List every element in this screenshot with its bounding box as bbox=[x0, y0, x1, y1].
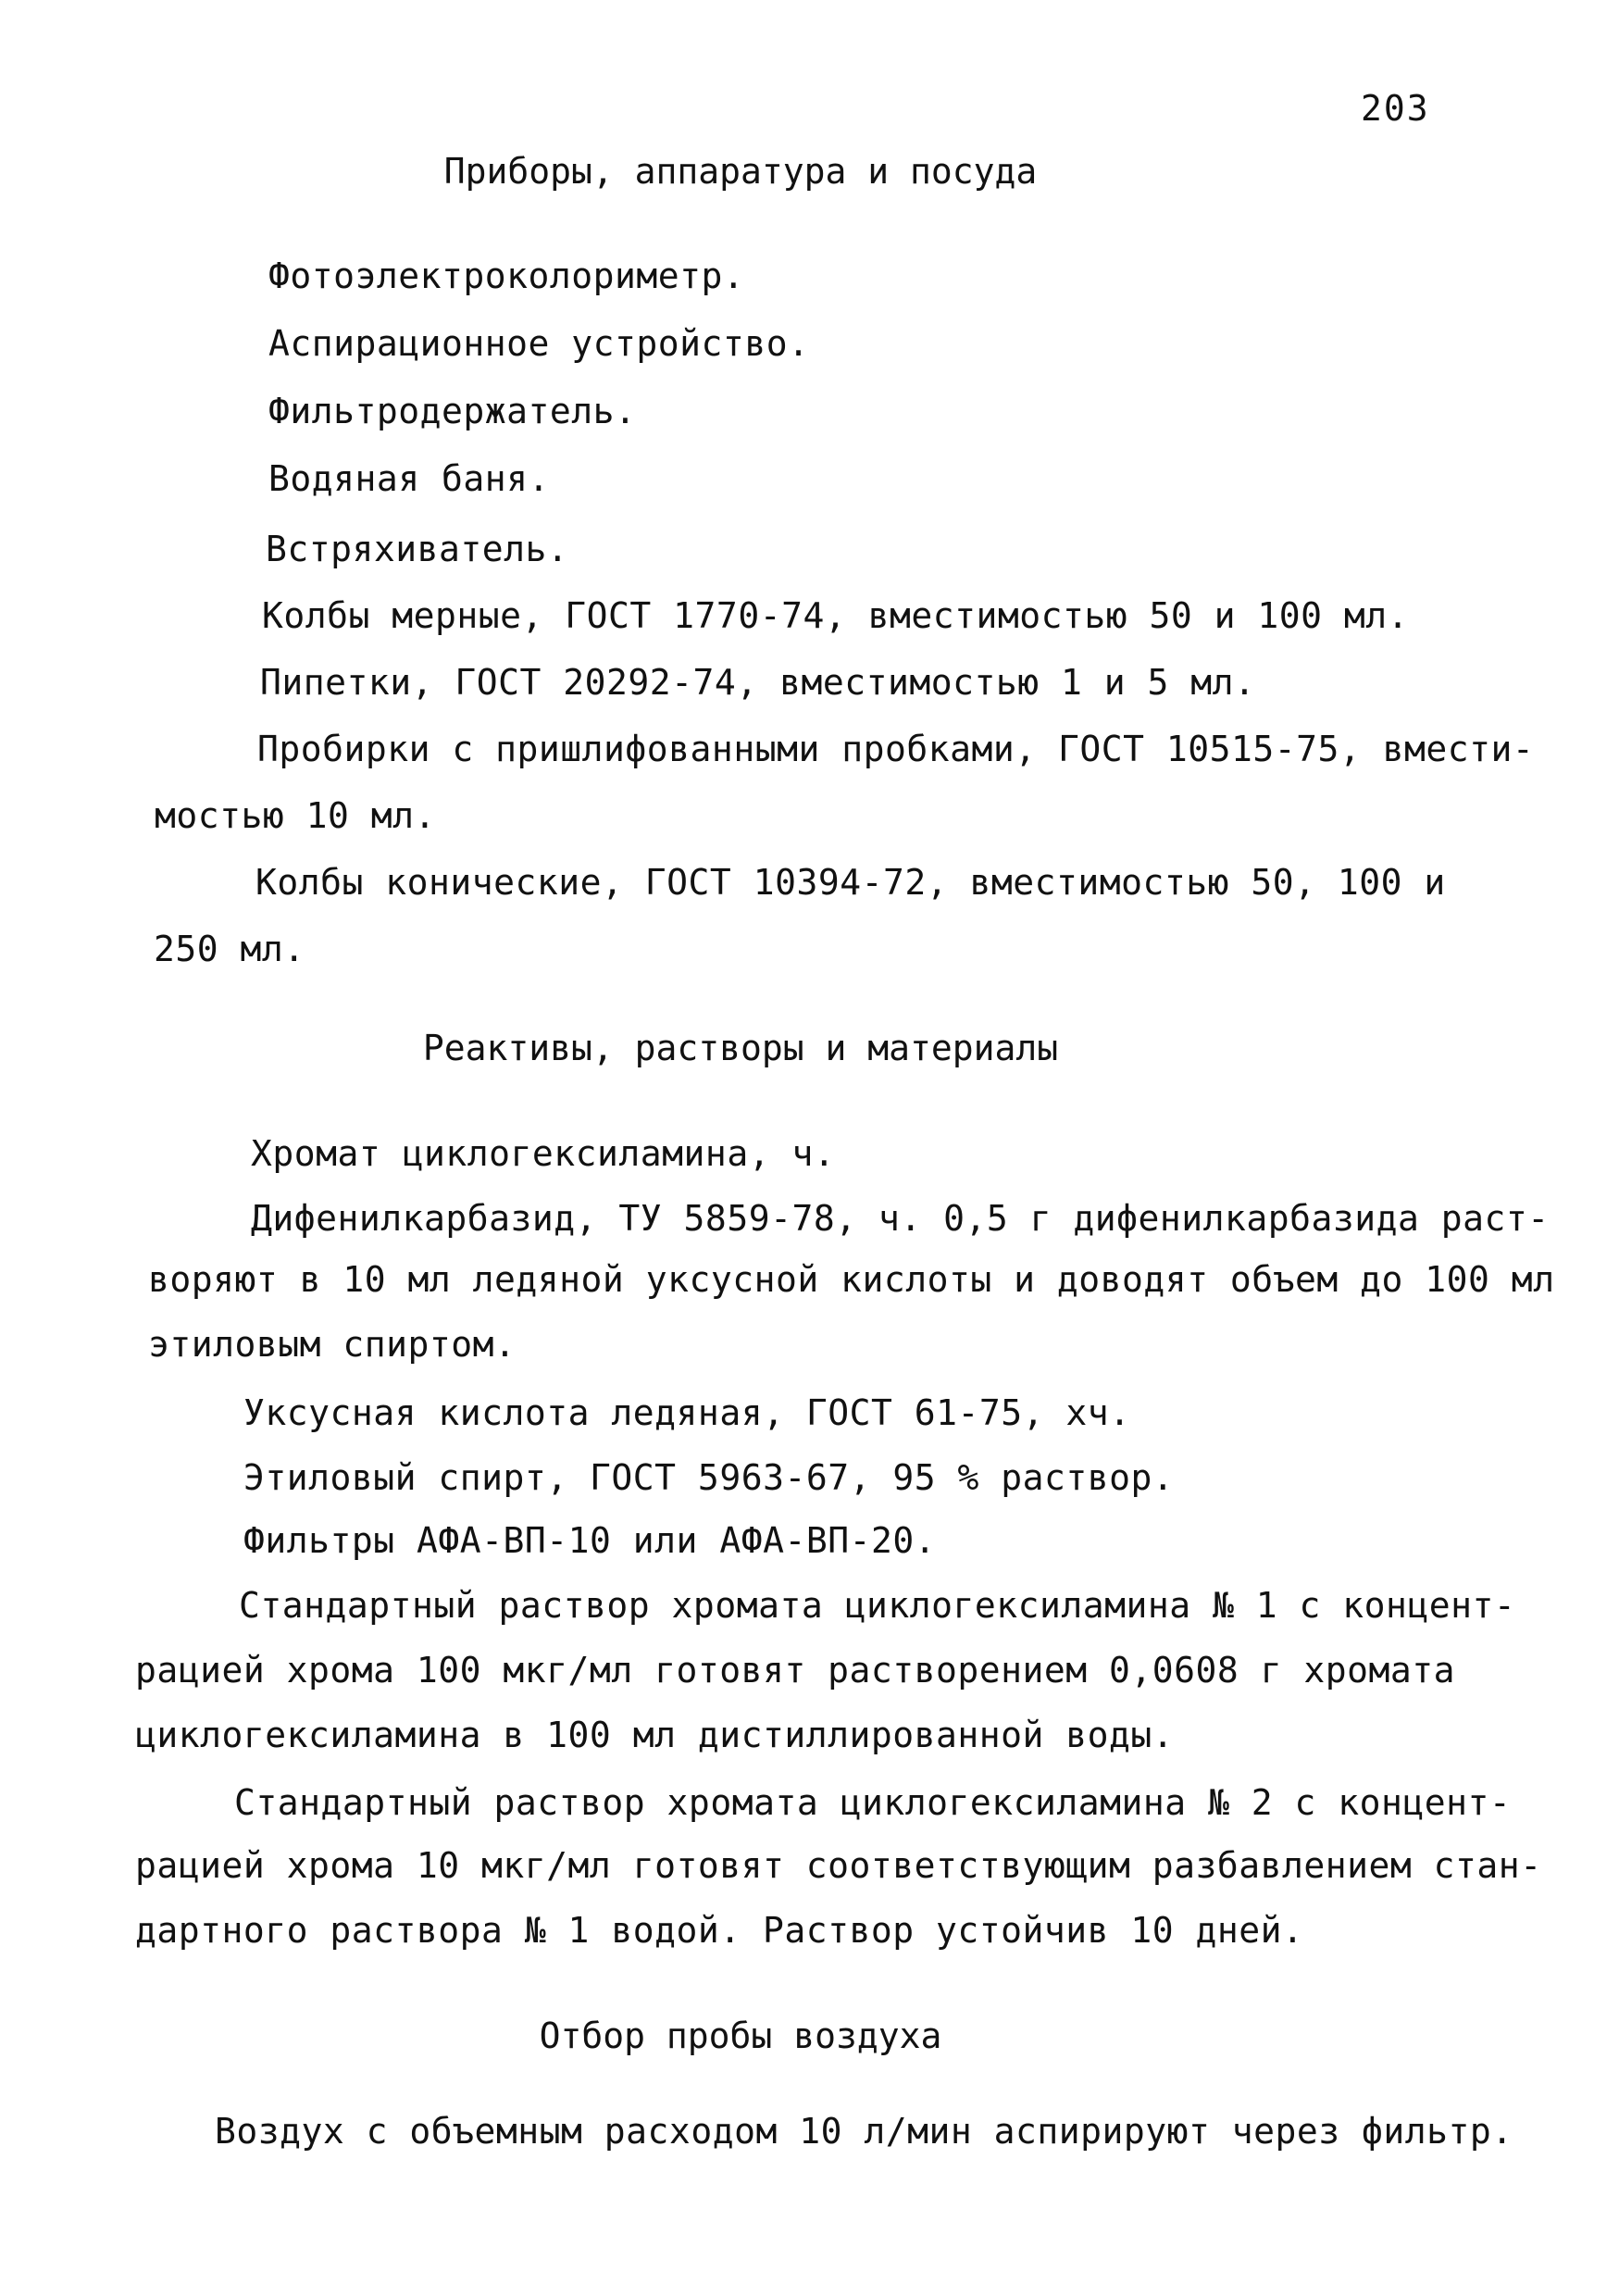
text-line: Фильтродержатель. bbox=[268, 391, 637, 431]
text-line: Пипетки, ГОСТ 20292-74, вместимостью 1 и 5 мл. bbox=[260, 662, 1256, 703]
text-line: Пробирки с пришлифованными пробками, ГОСТ 10515-75, вмести- bbox=[257, 729, 1535, 769]
section-heading-reagents: Реактивы, растворы и материалы bbox=[422, 1028, 1059, 1068]
text-line: циклогексиламина в 100 мл дистиллированной воды. bbox=[135, 1715, 1175, 1755]
text-line: Фильтры АФА-ВП-10 или АФА-ВП-20. bbox=[243, 1520, 937, 1561]
text-line: 250 мл. bbox=[154, 929, 305, 969]
text-line: Водяная баня. bbox=[268, 458, 550, 499]
text-line: Аспирационное устройство. bbox=[268, 323, 810, 364]
text-line: дартного раствора № 1 водой. Раствор устойчив 10 дней. bbox=[135, 1910, 1304, 1951]
text-line: Уксусная кислота ледяная, ГОСТ 61-75, хч. bbox=[243, 1392, 1131, 1433]
text-line: Хромат циклогексиламина, ч. bbox=[251, 1133, 836, 1174]
text-line: Этиловый спирт, ГОСТ 5963-67, 95 % раствор. bbox=[243, 1457, 1175, 1498]
section-heading-sampling: Отбор пробы воздуха bbox=[539, 2015, 942, 2056]
page-number: 203 bbox=[1361, 88, 1430, 129]
text-line: Воздух с объемным расходом 10 л/мин аспирируют через фильтр. bbox=[215, 2111, 1513, 2152]
text-line: Встряхиватель. bbox=[266, 529, 569, 569]
text-line: Стандартный раствор хромата циклогексиламина № 2 с концент- bbox=[234, 1782, 1512, 1823]
text-line: Стандартный раствор хромата циклогексиламина № 1 с концент- bbox=[239, 1585, 1516, 1626]
text-line: рацией хрома 10 мкг/мл готовят соответствующим разбавлением стан- bbox=[135, 1845, 1542, 1886]
text-line: Колбы конические, ГОСТ 10394-72, вместимостью 50, 100 и bbox=[255, 862, 1446, 903]
text-line: мостью 10 мл. bbox=[155, 795, 436, 836]
text-line: рацией хрома 100 мкг/мл готовят растворением 0,0608 г хромата bbox=[135, 1650, 1456, 1691]
text-line: Колбы мерные, ГОСТ 1770-74, вместимостью 50 и 100 мл. bbox=[262, 595, 1410, 636]
text-line: Фотоэлектроколориметр. bbox=[268, 256, 745, 296]
text-line: Дифенилкарбазид, ТУ 5859-78, ч. 0,5 г дифенилкарбазида раст- bbox=[251, 1198, 1550, 1239]
text-line: воряют в 10 мл ледяной уксусной кислоты и доводят объем до 100 мл bbox=[148, 1259, 1555, 1300]
section-heading-apparatus: Приборы, аппаратура и посуда bbox=[443, 151, 1038, 192]
text-line: этиловым спиртом. bbox=[148, 1324, 517, 1365]
